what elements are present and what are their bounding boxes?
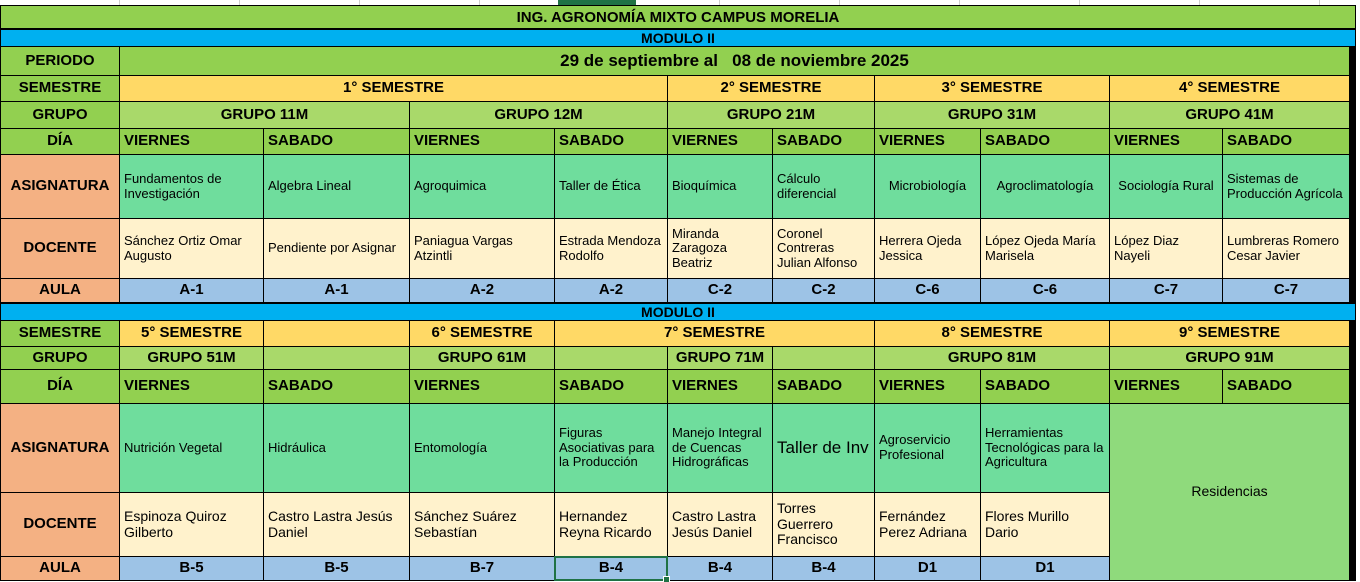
docente-cell[interactable]: Castro Lastra Jesús Daniel xyxy=(668,493,772,556)
row-label-semestre[interactable]: SEMESTRE xyxy=(1,321,119,346)
dia-cell[interactable]: VIERNES xyxy=(1110,370,1222,403)
dia-cell[interactable]: VIERNES xyxy=(668,370,772,403)
aula-cell[interactable]: C-7 xyxy=(1223,279,1349,302)
grupo-cell-empty[interactable] xyxy=(555,347,667,369)
docente-cell[interactable]: Pendiente por Asignar xyxy=(264,219,409,278)
asignatura-cell[interactable]: Fundamentos de Investigación xyxy=(120,155,263,218)
dia-cell[interactable]: SABADO xyxy=(773,129,874,154)
asignatura-cell[interactable]: Algebra Lineal xyxy=(264,155,409,218)
asignatura-cell[interactable]: Agroservicio Profesional xyxy=(875,404,980,492)
grupo-cell[interactable]: GRUPO 31M xyxy=(875,102,1109,128)
asignatura-cell[interactable]: Manejo Integral de Cuencas Hidrográficas xyxy=(668,404,772,492)
dia-cell[interactable]: VIERNES xyxy=(410,370,554,403)
semestre-cell[interactable]: 3° SEMESTRE xyxy=(875,76,1109,101)
row-label-periodo[interactable]: PERIODO xyxy=(1,47,119,75)
docente-cell[interactable]: Flores Murillo Dario xyxy=(981,493,1109,556)
grupo-cell[interactable]: GRUPO 41M xyxy=(1110,102,1349,128)
docente-cell[interactable]: Paniagua Vargas Atzintli xyxy=(410,219,554,278)
docente-cell[interactable]: Miranda Zaragoza Beatriz xyxy=(668,219,772,278)
asignatura-cell[interactable]: Entomología xyxy=(410,404,554,492)
dia-cell[interactable]: SABADO xyxy=(555,129,667,154)
aula-cell[interactable]: B-4 xyxy=(773,557,874,580)
grupo-cell[interactable]: GRUPO 91M xyxy=(1110,347,1349,369)
dia-cell[interactable]: VIERNES xyxy=(120,370,263,403)
row-label-dia[interactable]: DÍA xyxy=(1,129,119,154)
grupo-cell[interactable]: GRUPO 81M xyxy=(875,347,1109,369)
asignatura-cell[interactable]: Hidráulica xyxy=(264,404,409,492)
asignatura-cell[interactable]: Cálculo diferencial xyxy=(773,155,874,218)
dia-cell[interactable]: VIERNES xyxy=(410,129,554,154)
grupo-cell-empty[interactable] xyxy=(773,347,874,369)
docente-cell[interactable]: Coronel Contreras Julian Alfonso xyxy=(773,219,874,278)
aula-cell[interactable]: A-1 xyxy=(120,279,263,302)
selected-cell-aula-b4[interactable]: B-4 xyxy=(555,557,667,580)
aula-cell[interactable]: D1 xyxy=(981,557,1109,580)
dia-cell[interactable]: VIERNES xyxy=(120,129,263,154)
dia-cell[interactable]: SABADO xyxy=(981,129,1109,154)
asignatura-cell[interactable]: Figuras Asociativas para la Producción xyxy=(555,404,667,492)
asignatura-cell[interactable]: Agroclimatología xyxy=(981,155,1109,218)
dia-cell[interactable]: SABADO xyxy=(264,370,409,403)
dia-cell[interactable]: VIERNES xyxy=(668,129,772,154)
asignatura-cell[interactable]: Agroquimica xyxy=(410,155,554,218)
grupo-cell[interactable]: GRUPO 61M xyxy=(410,347,554,369)
row-label-docente[interactable]: DOCENTE xyxy=(1,493,119,556)
aula-cell[interactable]: C-6 xyxy=(875,279,980,302)
row-label-docente[interactable]: DOCENTE xyxy=(1,219,119,278)
row-label-aula[interactable]: AULA xyxy=(1,557,119,580)
semestre-cell[interactable]: 4° SEMESTRE xyxy=(1110,76,1349,101)
dia-cell[interactable]: VIERNES xyxy=(875,129,980,154)
semestre-cell[interactable]: 8° SEMESTRE xyxy=(875,321,1109,346)
docente-cell[interactable]: López Ojeda María Marisela xyxy=(981,219,1109,278)
aula-cell[interactable]: C-7 xyxy=(1110,279,1222,302)
aula-cell[interactable]: B-4 xyxy=(668,557,772,580)
aula-cell[interactable]: C-2 xyxy=(668,279,772,302)
docente-cell[interactable]: Lumbreras Romero Cesar Javier xyxy=(1223,219,1349,278)
aula-cell[interactable]: B-5 xyxy=(264,557,409,580)
docente-cell[interactable]: Herrera Ojeda Jessica xyxy=(875,219,980,278)
semestre-cell[interactable]: 6° SEMESTRE xyxy=(410,321,554,346)
semestre-cell[interactable]: 1° SEMESTRE xyxy=(120,76,667,101)
periodo-value[interactable]: 29 de septiembre al 08 de noviembre 2025 xyxy=(120,47,1349,75)
asignatura-cell[interactable]: Sistemas de Producción Agrícola xyxy=(1223,155,1349,218)
grupo-cell[interactable]: GRUPO 12M xyxy=(410,102,667,128)
dia-cell[interactable]: SABADO xyxy=(1223,370,1349,403)
schedule-table-top xyxy=(0,47,1356,303)
aula-cell[interactable]: D1 xyxy=(875,557,980,580)
semestre-cell[interactable]: 7° SEMESTRE xyxy=(555,321,874,346)
dia-cell[interactable]: VIERNES xyxy=(875,370,980,403)
grupo-cell[interactable]: GRUPO 71M xyxy=(668,347,772,369)
dia-cell[interactable]: SABADO xyxy=(981,370,1109,403)
docente-cell[interactable]: Estrada Mendoza Rodolfo xyxy=(555,219,667,278)
grupo-cell-empty[interactable] xyxy=(264,347,409,369)
grupo-cell[interactable]: GRUPO 21M xyxy=(668,102,874,128)
selected-column-indicator xyxy=(558,0,636,5)
dia-cell[interactable]: SABADO xyxy=(1223,129,1349,154)
semestre-cell[interactable]: 5° SEMESTRE xyxy=(120,321,263,346)
residencias-cell[interactable]: Residencias xyxy=(1110,404,1349,580)
row-label-grupo[interactable]: GRUPO xyxy=(1,102,119,128)
asignatura-cell[interactable]: Herramientas Tecnológicas para la Agricultura xyxy=(981,404,1109,492)
docente-cell[interactable]: Torres Guerrero Francisco xyxy=(773,493,874,556)
asignatura-cell[interactable]: Nutrición Vegetal xyxy=(120,404,263,492)
modulo-banner-top[interactable]: MODULO II xyxy=(0,29,1356,47)
grupo-cell[interactable]: GRUPO 51M xyxy=(120,347,263,369)
aula-cell[interactable]: C-6 xyxy=(981,279,1109,302)
dia-cell[interactable]: SABADO xyxy=(555,370,667,403)
docente-cell[interactable]: Fernández Perez Adriana xyxy=(875,493,980,556)
aula-cell[interactable]: A-1 xyxy=(264,279,409,302)
docente-cell[interactable]: Sánchez Suárez Sebastían xyxy=(410,493,554,556)
row-label-dia[interactable]: DÍA xyxy=(1,370,119,403)
sheet-title[interactable]: ING. AGRONOMÍA MIXTO CAMPUS MORELIA xyxy=(0,5,1356,29)
semestre-cell[interactable]: 2° SEMESTRE xyxy=(668,76,874,101)
semestre-cell-empty[interactable] xyxy=(264,321,409,346)
dia-cell[interactable]: SABADO xyxy=(264,129,409,154)
aula-cell[interactable]: B-5 xyxy=(120,557,263,580)
aula-cell[interactable]: B-7 xyxy=(410,557,554,580)
semestre-cell[interactable]: 9° SEMESTRE xyxy=(1110,321,1349,346)
asignatura-cell[interactable]: Microbiología xyxy=(875,155,980,218)
docente-cell[interactable]: Castro Lastra Jesús Daniel xyxy=(264,493,409,556)
aula-cell[interactable]: A-2 xyxy=(410,279,554,302)
aula-cell[interactable]: C-2 xyxy=(773,279,874,302)
grupo-cell[interactable]: GRUPO 11M xyxy=(120,102,409,128)
asignatura-cell[interactable]: Taller de Ética xyxy=(555,155,667,218)
docente-cell[interactable]: López Diaz Nayeli xyxy=(1110,219,1222,278)
asignatura-cell[interactable]: Taller de Inv xyxy=(773,404,874,492)
schedule-table-bottom xyxy=(0,321,1356,581)
docente-cell[interactable]: Espinoza Quiroz Gilberto xyxy=(120,493,263,556)
aula-cell[interactable]: A-2 xyxy=(555,279,667,302)
asignatura-cell[interactable]: Bioquímica xyxy=(668,155,772,218)
row-label-semestre[interactable]: SEMESTRE xyxy=(1,76,119,101)
docente-cell[interactable]: Sánchez Ortiz Omar Augusto xyxy=(120,219,263,278)
modulo-banner-bottom[interactable]: MODULO II xyxy=(0,303,1356,321)
row-label-asignatura[interactable]: ASIGNATURA xyxy=(1,404,119,492)
spreadsheet-row-strip xyxy=(0,0,1360,5)
asignatura-cell[interactable]: Sociología Rural xyxy=(1110,155,1222,218)
dia-cell[interactable]: VIERNES xyxy=(1110,129,1222,154)
row-label-grupo[interactable]: GRUPO xyxy=(1,347,119,369)
docente-cell[interactable]: Hernandez Reyna Ricardo xyxy=(555,493,667,556)
row-label-asignatura[interactable]: ASIGNATURA xyxy=(1,155,119,218)
dia-cell[interactable]: SABADO xyxy=(773,370,874,403)
row-label-aula[interactable]: AULA xyxy=(1,279,119,302)
